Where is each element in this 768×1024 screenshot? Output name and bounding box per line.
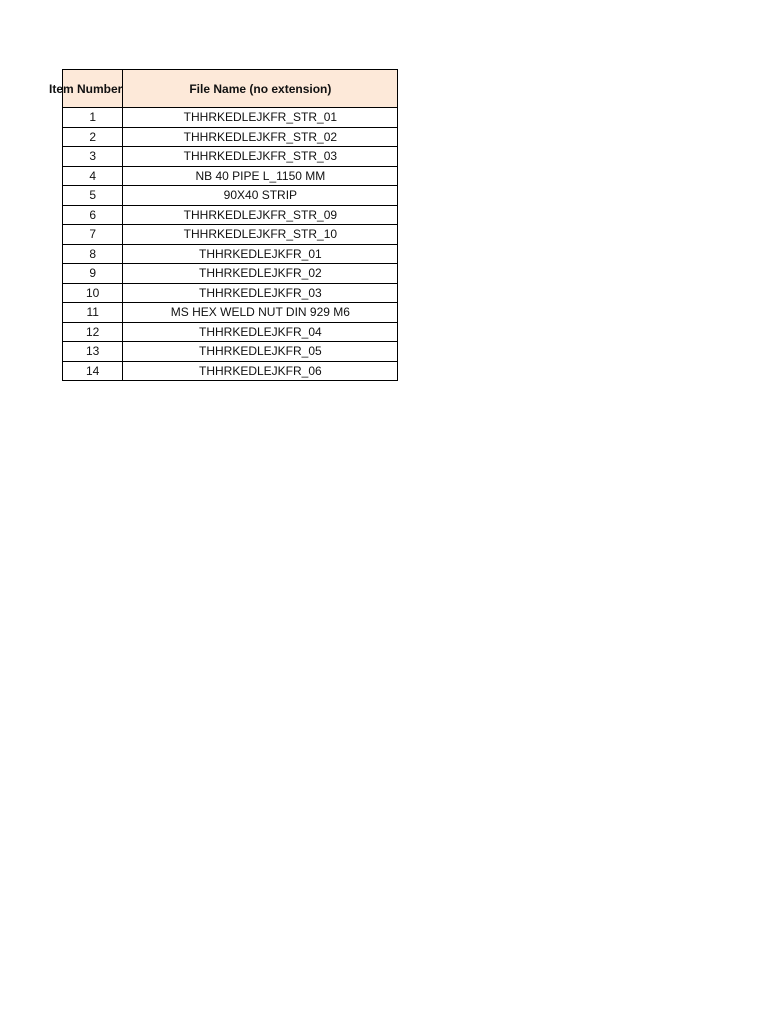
- table-row: [63, 186, 398, 206]
- file-list-table: [49, 69, 398, 381]
- table-row: [63, 127, 398, 147]
- file-name-cell: THHRKEDLEJKFR_03: [123, 283, 398, 303]
- item-number-cell: 7: [63, 225, 123, 245]
- item-number-cell: 8: [63, 244, 123, 264]
- file-name-cell: NB 40 PIPE L_1150 MM: [123, 166, 398, 186]
- item-number-cell: 4: [63, 166, 123, 186]
- file-name-cell: THHRKEDLEJKFR_STR_03: [123, 147, 398, 167]
- table-row: [63, 283, 398, 303]
- table-row: [63, 264, 398, 284]
- file-name-cell: THHRKEDLEJKFR_06: [123, 361, 398, 381]
- header-item-number: [49, 70, 123, 108]
- table-row: [63, 166, 398, 186]
- table-row: [63, 361, 398, 381]
- file-name-cell: THHRKEDLEJKFR_STR_09: [123, 205, 398, 225]
- table-row: [63, 108, 398, 128]
- item-number-cell: 2: [63, 127, 123, 147]
- header-file-name: File Name (no extension): [123, 70, 398, 108]
- file-name-cell: THHRKEDLEJKFR_01: [123, 244, 398, 264]
- file-name-cell: THHRKEDLEJKFR_STR_02: [123, 127, 398, 147]
- item-number-cell: 13: [63, 342, 123, 362]
- file-name-cell: THHRKEDLEJKFR_04: [123, 322, 398, 342]
- table-body: [63, 108, 398, 381]
- file-name-cell: THHRKEDLEJKFR_STR_10: [123, 225, 398, 245]
- header-row: [63, 70, 398, 108]
- item-number-cell: 10: [63, 283, 123, 303]
- item-number-cell: 1: [63, 108, 123, 128]
- file-name-cell: THHRKEDLEJKFR_05: [123, 342, 398, 362]
- header-item-number-label: Item Number: [49, 81, 123, 96]
- item-number-cell: 9: [63, 264, 123, 284]
- table-row: [63, 303, 398, 323]
- item-number-cell: 11: [63, 303, 123, 323]
- item-number-cell: 5: [63, 186, 123, 206]
- table-row: [63, 225, 398, 245]
- file-name-cell: THHRKEDLEJKFR_02: [123, 264, 398, 284]
- table-row: [63, 244, 398, 264]
- table-row: [63, 342, 398, 362]
- table-row: [63, 322, 398, 342]
- item-number-cell: 3: [63, 147, 123, 167]
- file-name-cell: 90X40 STRIP: [123, 186, 398, 206]
- file-name-cell: MS HEX WELD NUT DIN 929 M6: [123, 303, 398, 323]
- table-row: [63, 147, 398, 167]
- item-number-cell: 6: [63, 205, 123, 225]
- item-number-cell: 12: [63, 322, 123, 342]
- file-name-cell: THHRKEDLEJKFR_STR_01: [123, 108, 398, 128]
- item-number-cell: 14: [63, 361, 123, 381]
- table-row: [63, 205, 398, 225]
